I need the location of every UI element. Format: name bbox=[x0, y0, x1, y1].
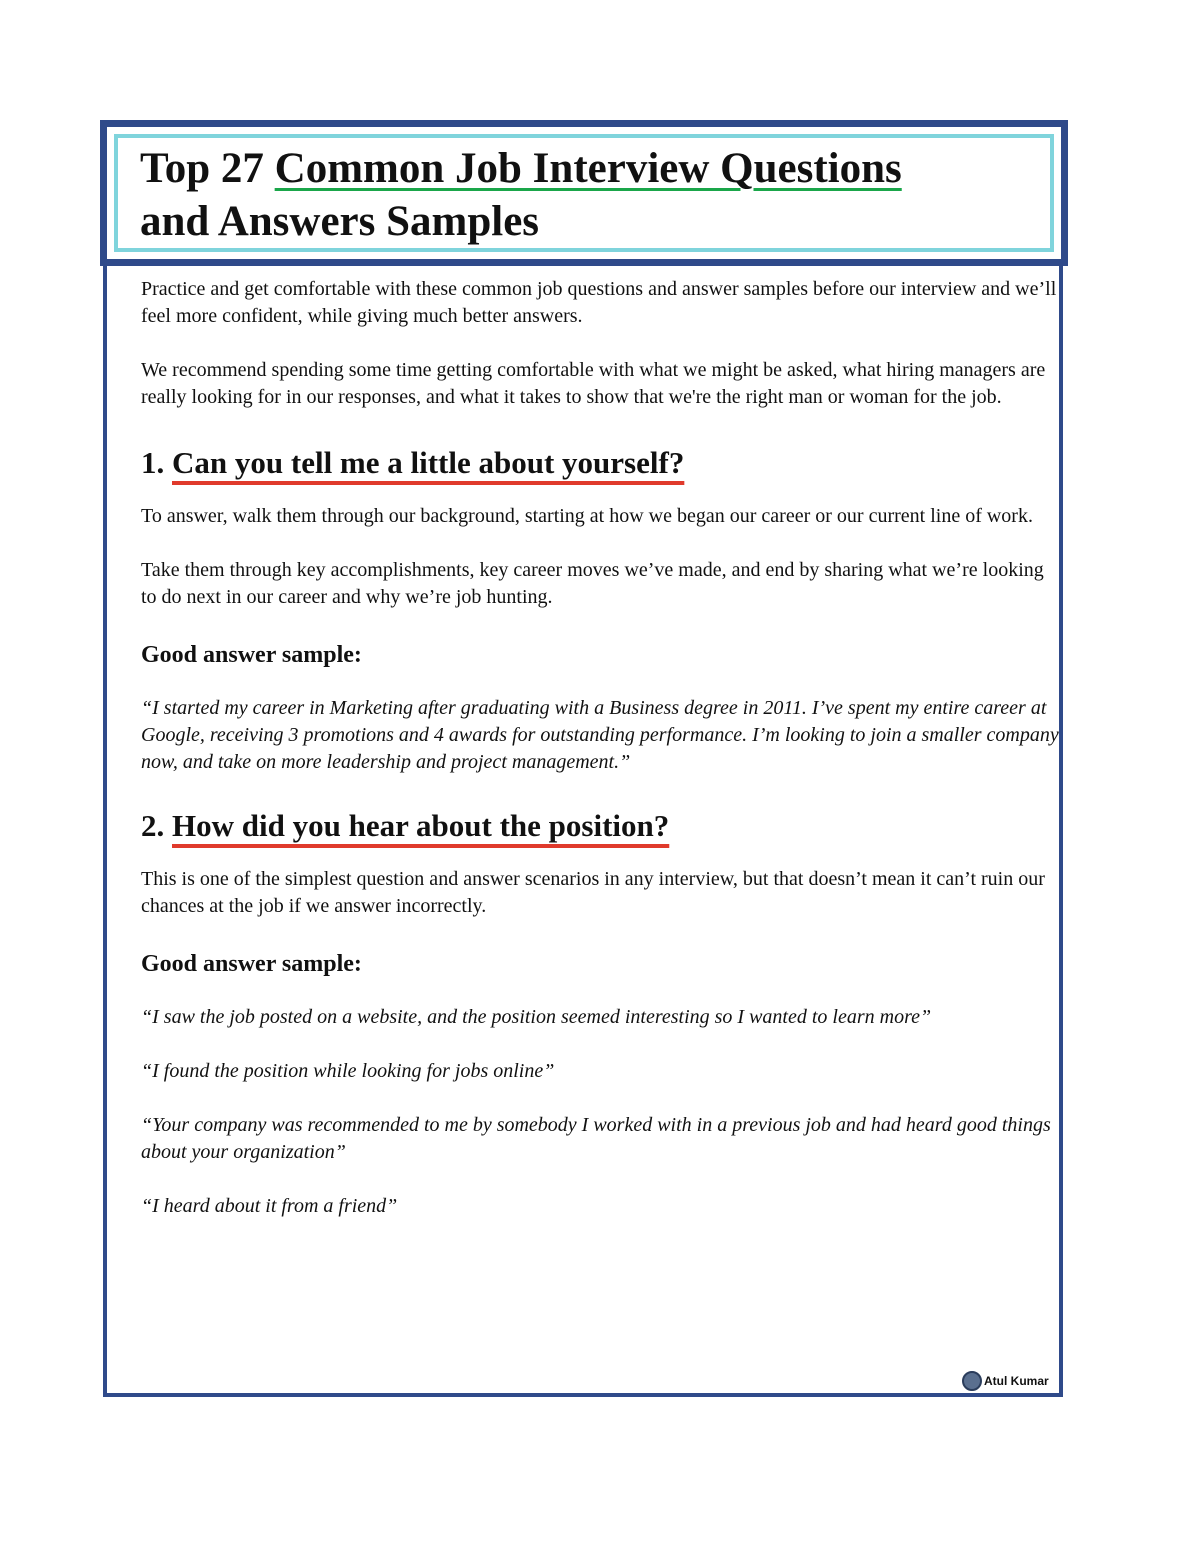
question-heading bbox=[141, 806, 1059, 846]
avatar-icon bbox=[962, 1371, 982, 1391]
question-number: 2. bbox=[141, 808, 172, 843]
sample-label: Good answer sample: bbox=[141, 642, 362, 668]
question-number: 1. bbox=[141, 445, 172, 480]
intro-paragraph: Practice and get comfortable with these common job questions and answer samples before our interview and we’ll feel more confident, while giving much better answers. bbox=[141, 278, 1057, 327]
question-title: Can you tell me a little about yourself? bbox=[172, 445, 685, 480]
title-prefix: Top 27 bbox=[140, 145, 275, 192]
sample-answer: “I found the position while looking for jobs online” bbox=[141, 1060, 555, 1082]
title-box bbox=[100, 120, 1068, 266]
sample-answer: “I started my career in Marketing after graduating with a Business degree in 2011. I’ve spent my entire career at Google, receiving 3 promotions and 4 awards for outstanding performance. I’m looking to join a smaller company now, and take on more leadership and project management.” bbox=[141, 697, 1059, 773]
body-paragraph: To answer, walk them through our background, starting at how we began our career or our current line of work. bbox=[141, 505, 1033, 527]
sample-answer: “Your company was recommended to me by somebody I worked with in a previous job and had heard good things about your organization” bbox=[141, 1114, 1051, 1163]
brand-logo bbox=[962, 1371, 1049, 1391]
body-paragraph: Take them through key accomplishments, key career moves we’ve made, and end by sharing what we’re looking to do next in our career and why we’re job hunting. bbox=[141, 559, 1044, 608]
title-line2: and Answers Samples bbox=[140, 198, 540, 245]
brand-name: Atul Kumar bbox=[984, 1374, 1049, 1388]
document-body bbox=[141, 276, 1059, 1220]
intro-paragraph: We recommend spending some time getting comfortable with what we might be asked, what hiring managers are really looking for in our responses, and what it takes to show that we're the right man or woman for the job. bbox=[141, 359, 1046, 408]
title-inner-border bbox=[114, 134, 1054, 252]
sample-label: Good answer sample: bbox=[141, 951, 362, 977]
sample-answer: “I heard about it from a friend” bbox=[141, 1195, 398, 1217]
question-title: How did you hear about the position? bbox=[172, 808, 670, 843]
question-heading bbox=[141, 443, 1059, 483]
title-underlined: Common Job Interview Questions bbox=[274, 145, 902, 192]
sample-answer: “I saw the job posted on a website, and the position seemed interesting so I wanted to learn more” bbox=[141, 1006, 932, 1028]
page-title bbox=[140, 142, 1020, 248]
body-paragraph: This is one of the simplest question and answer scenarios in any interview, but that doesn’t mean it can’t ruin our chances at the job if we answer incorrectly. bbox=[141, 868, 1045, 917]
